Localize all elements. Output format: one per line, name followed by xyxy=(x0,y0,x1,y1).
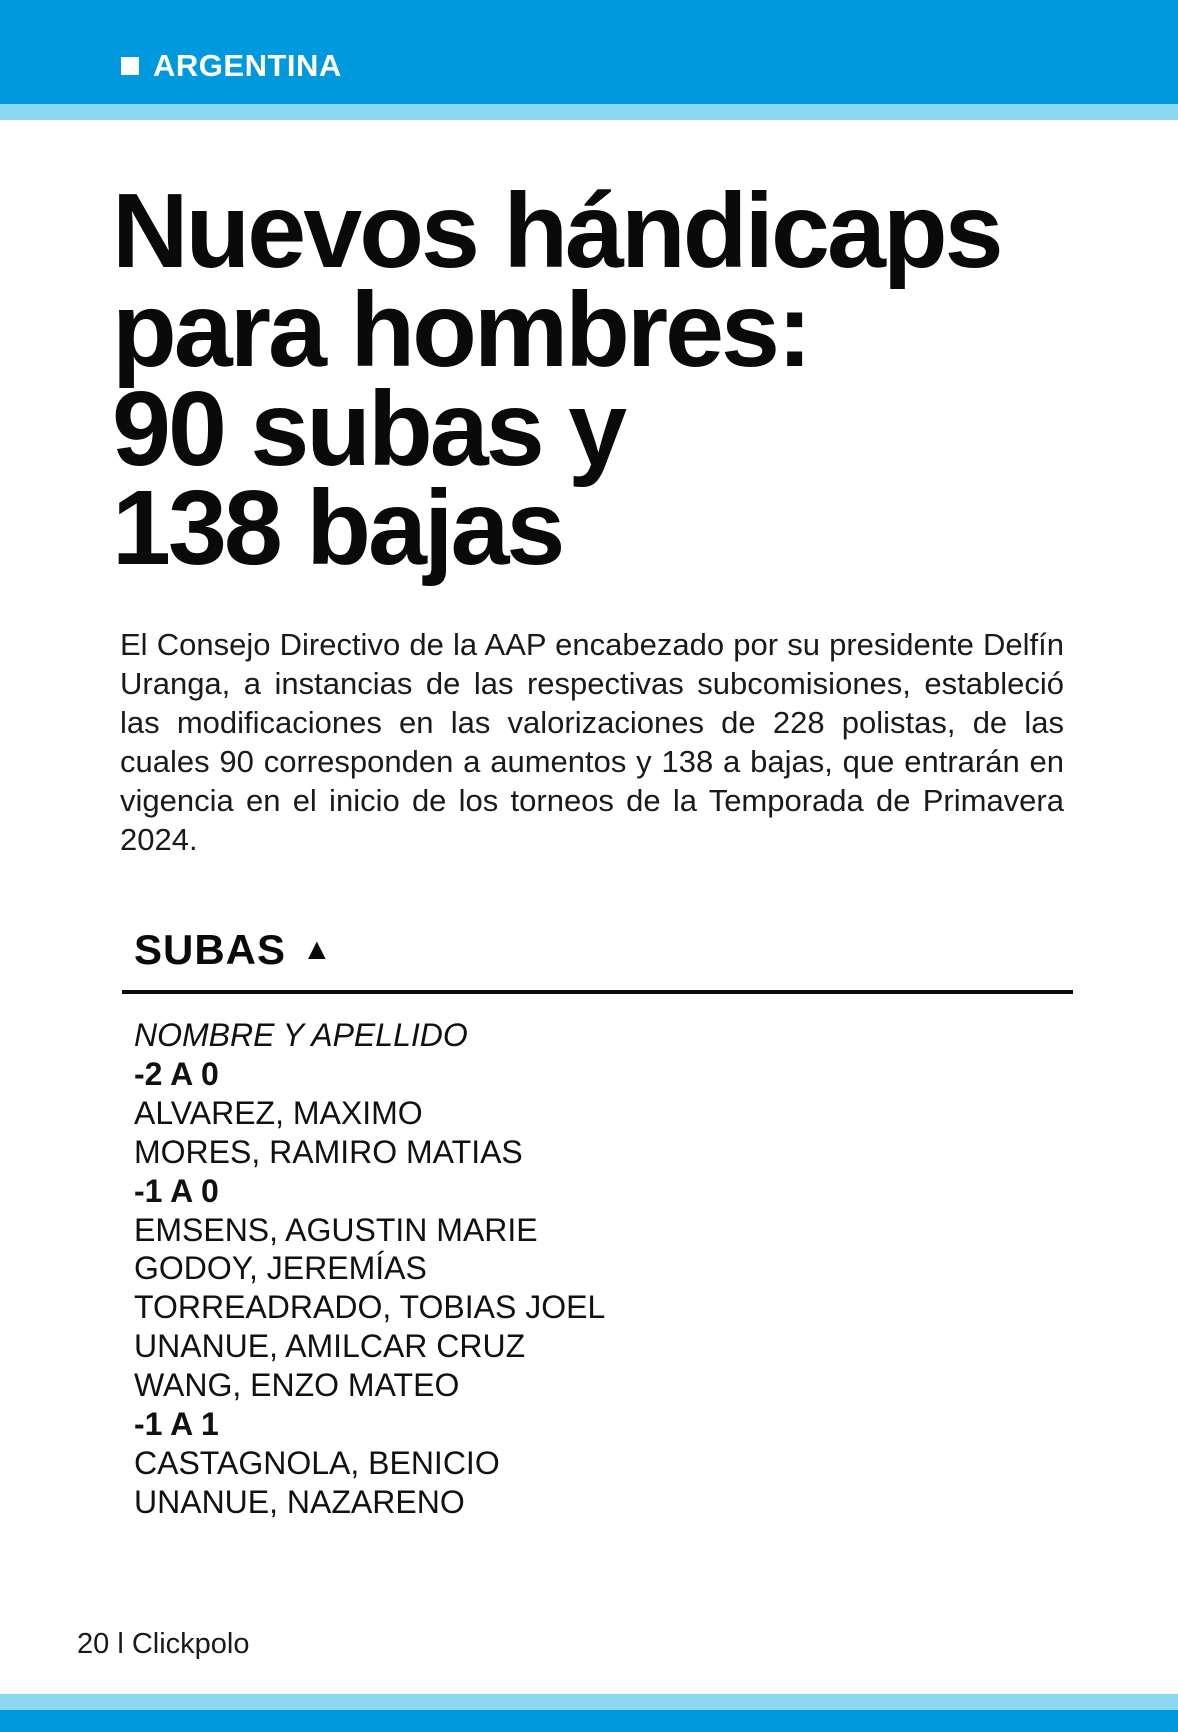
footer-stripe xyxy=(0,1694,1178,1710)
subas-list xyxy=(134,1016,1034,1522)
headline-line: para hombres: xyxy=(112,271,810,389)
section-name: ARGENTINA xyxy=(153,48,342,83)
list-item: WANG, ENZO MATEO xyxy=(134,1367,460,1404)
page-footer xyxy=(77,1628,250,1661)
group-label: -1 A 1 xyxy=(134,1406,219,1443)
list-item: MORES, RAMIRO MATIAS xyxy=(134,1133,523,1170)
group-label: -2 A 0 xyxy=(134,1055,219,1092)
headline-line: 90 subas y xyxy=(112,370,625,488)
list-item: GODOY, JEREMÍAS xyxy=(134,1250,427,1287)
list-item: EMSENS, AGUSTIN MARIE xyxy=(134,1211,538,1248)
subas-title: SUBAS xyxy=(134,926,287,973)
list-item: CASTAGNOLA, BENICIO xyxy=(134,1444,500,1481)
article-headline xyxy=(112,172,1112,587)
list-item: TORREADRADO, TOBIAS JOEL xyxy=(134,1289,606,1326)
up-triangle-icon: ▲ xyxy=(302,933,333,966)
list-item: ALVAREZ, MAXIMO xyxy=(134,1094,423,1131)
list-item: UNANUE, AMILCAR CRUZ xyxy=(134,1328,526,1365)
square-bullet-icon xyxy=(121,57,139,75)
footer-band xyxy=(0,1710,1178,1732)
header-stripe xyxy=(0,104,1178,120)
list-item: UNANUE, NAZARENO xyxy=(134,1483,465,1520)
subas-heading xyxy=(134,926,333,974)
heading-divider xyxy=(122,990,1073,994)
group-label: -1 A 0 xyxy=(134,1172,219,1209)
article-intro: El Consejo Directivo de la AAP encabezado por su presidente Delfín Uranga, a instancias de las respectivas subcomisiones, estableció las modificaciones en las valorizaciones de 228 polistas, de las cuales 90 corresponden a aumentos y 138 a bajas, que entrarán en vigencia en el inicio de los torneos de la Temporada de Primavera 2024. xyxy=(120,627,1064,857)
column-header: NOMBRE Y APELLIDO xyxy=(134,1017,468,1053)
headline-line: 138 bajas xyxy=(112,469,563,587)
page-number: 20 xyxy=(77,1628,110,1660)
section-label xyxy=(121,48,342,84)
publication-name: Clickpolo xyxy=(131,1628,250,1660)
headline-line: Nuevos hándicaps xyxy=(112,172,1001,290)
footer-separator: l xyxy=(117,1628,124,1660)
